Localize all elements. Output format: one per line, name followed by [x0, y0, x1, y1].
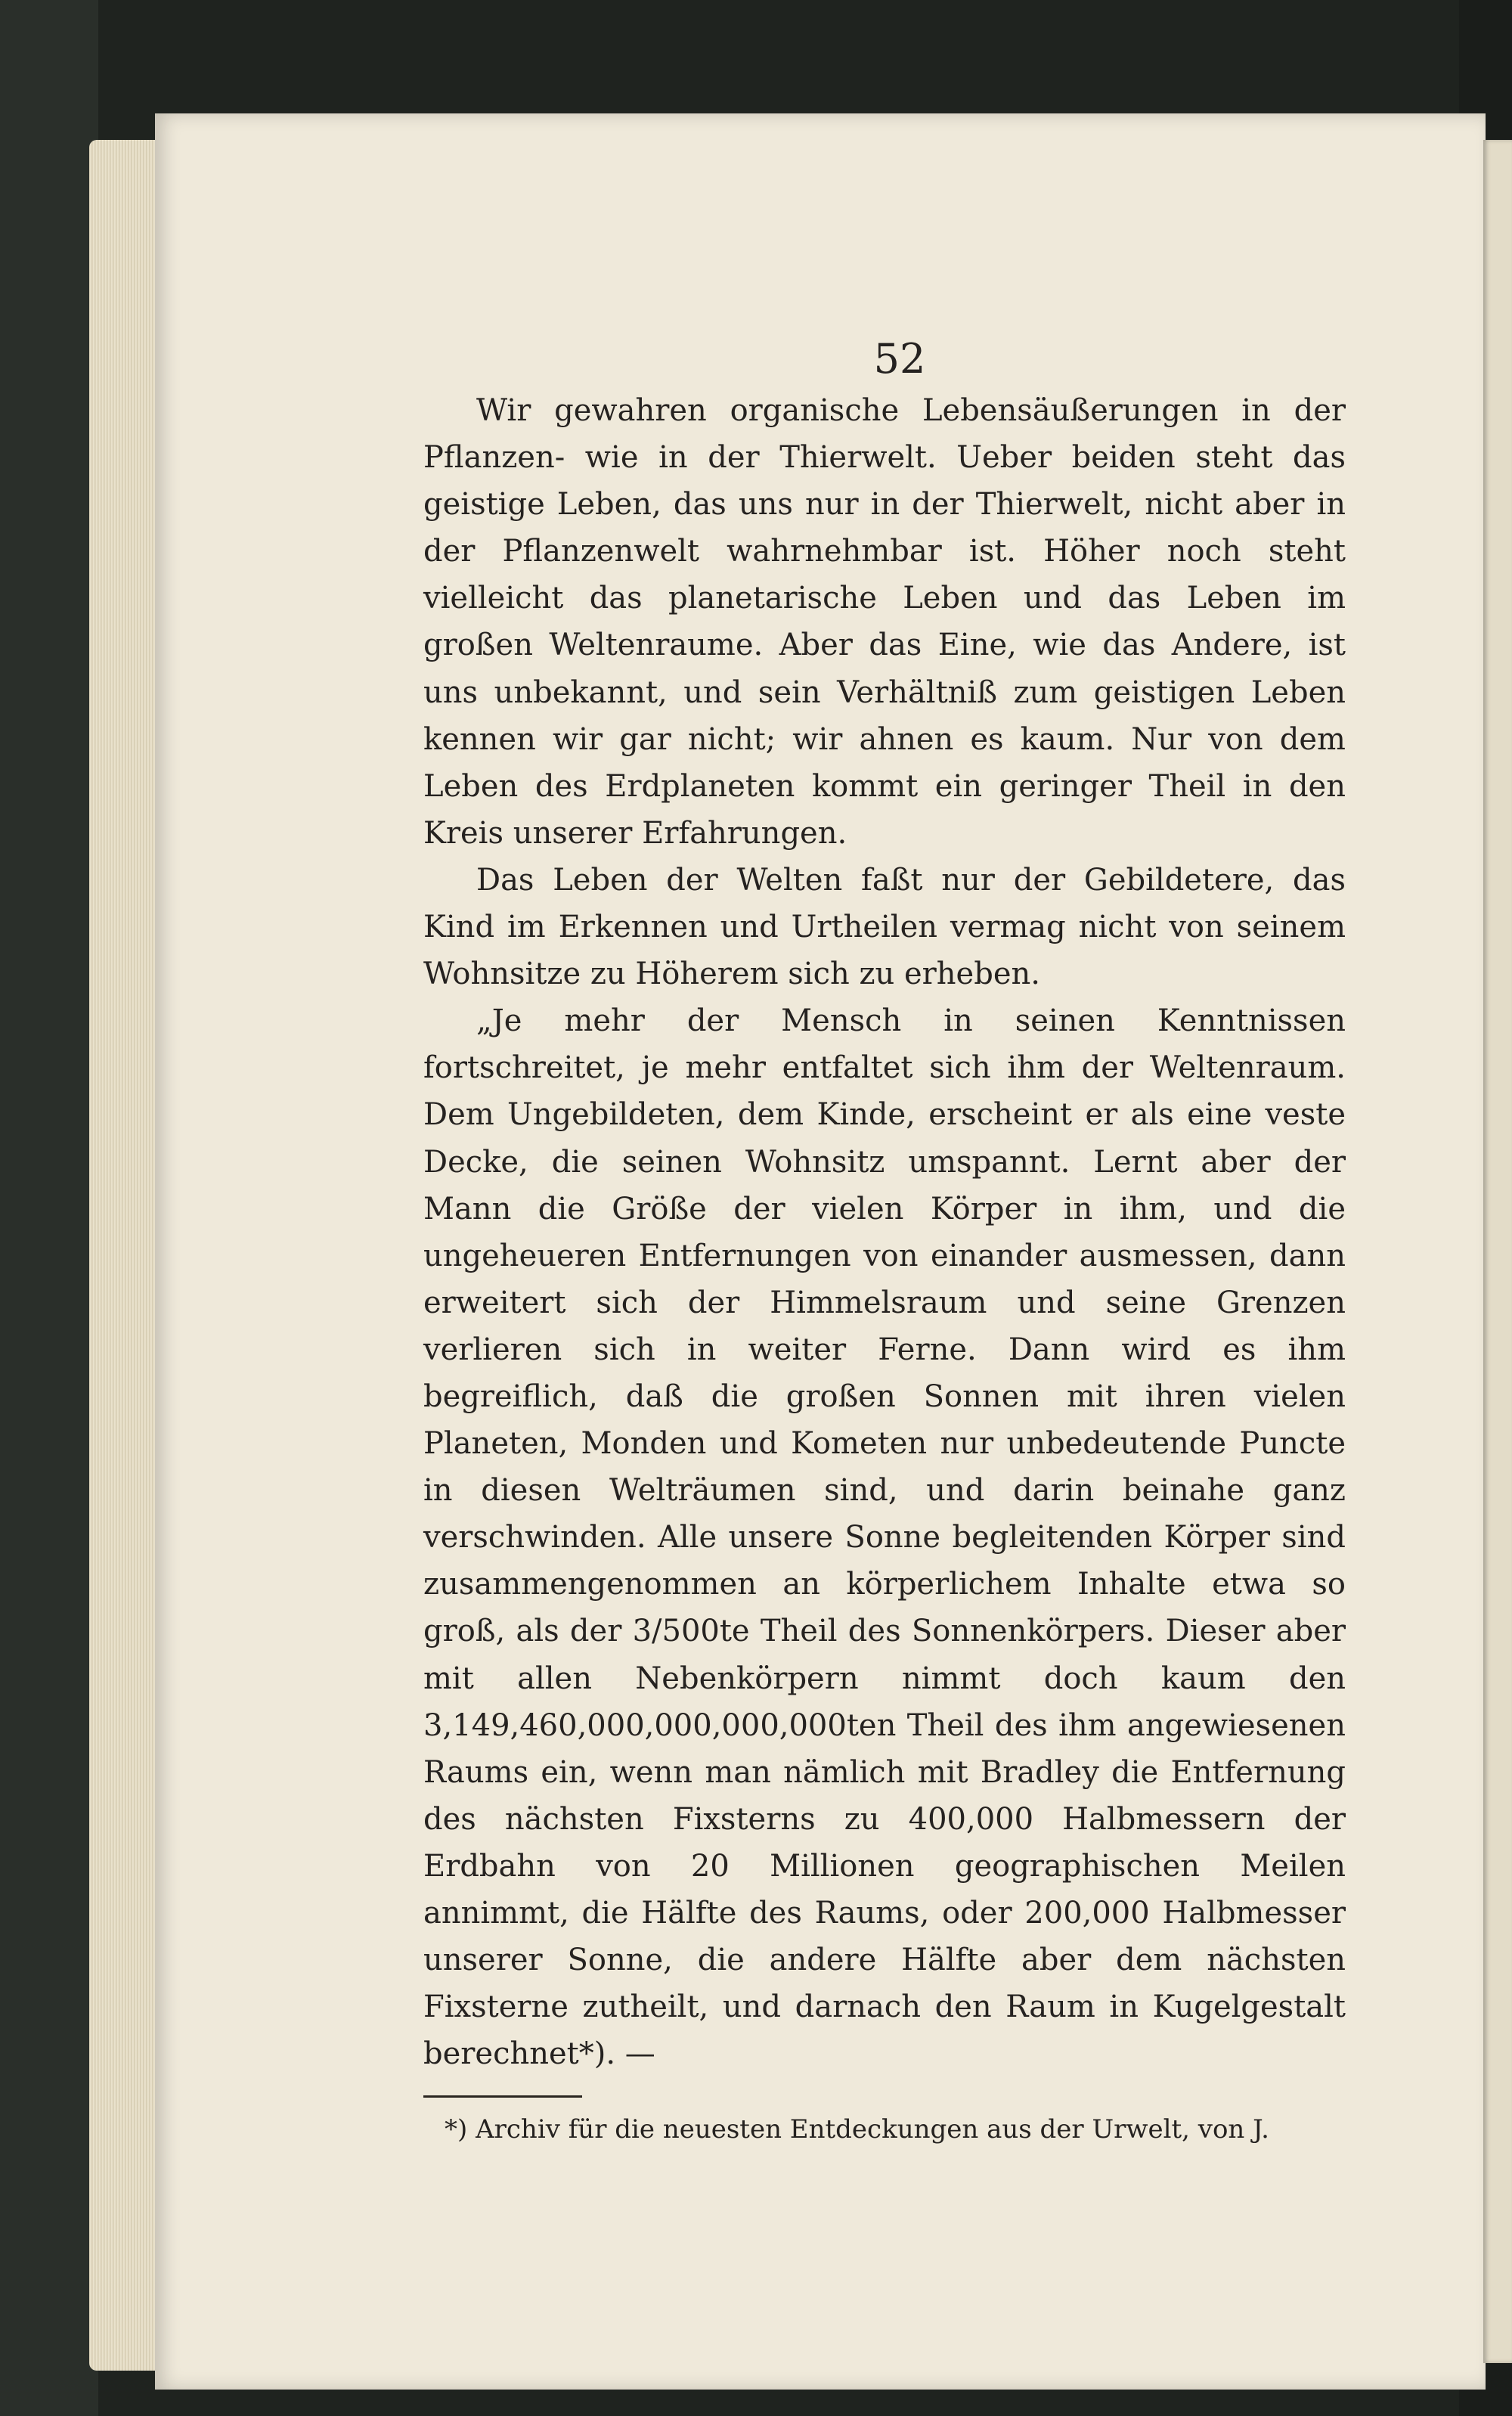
footnote: *) Archiv für die neuesten Entdeckungen aus der Urwelt, von J.	[445, 2114, 1269, 2145]
paragraph-1: Wir gewahren organische Lebensäußerungen in der Pflanzen- wie in der Thierwelt. Ueber beiden steht das geistige Leben, das uns nur in der Thierwelt, nicht aber in der Pflanzenwelt wahrnehmbar ist. Höher noch steht vielleicht das planetarische Leben und das Leben im großen Weltenraume. Aber das Eine, wie das Andere, ist uns unbekannt, und sein Verhältniß zum geistigen Leben kennen wir gar nicht; wir ahnen es kaum. Nur von dem Leben des Erdplaneten kommt ein geringer Theil in den Kreis unserer Erfahrungen.	[423, 393, 1346, 851]
footnote-divider	[423, 2095, 582, 2098]
page-text-block	[423, 333, 1346, 2148]
dark-background-left	[0, 0, 98, 2416]
paragraph-3: „Je mehr der Mensch in seinen Kenntnissen fortschreitet, je mehr entfaltet sich ihm der Weltenraum. Dem Ungebildeten, dem Kinde, erscheint er als eine veste Decke, die seinen Wohnsitz umspannt. Lernt aber der Mann die Größe der vielen Körper in ihm, und die ungeheueren Entfernungen von einander ausmessen, dann erweitert sich der Himmelsraum und seine Grenzen verlieren sich in weiter Ferne. Dann wird es ihm begreiflich, daß die großen Sonnen mit ihren vielen Planeten, Monden und Kometen nur unbedeutende Puncte in diesen Welträumen sind, und darin beinahe ganz verschwinden. Alle unsere Sonne begleitenden Körper sind zusammengenommen an körperlichem Inhalte etwa so groß, als der 3/500te Theil des Sonnenkörpers. Dieser aber mit allen Nebenkörpern nimmt doch kaum den 3,149,460,000,000,000,000ten Theil des ihm angewiesenen Raums ein, wenn man nämlich mit Bradley die Entfernung des nächsten Fixsterns zu 400,000 Halbmessern der Erdbahn von 20 Millionen geographischen Meilen annimmt, die Hälfte des Raums, oder 200,000 Halbmesser unserer Sonne, die andere Hälfte aber dem nächsten Fixsterne zutheilt, und darnach den Raum in Kugelgestalt berechnet*). —	[423, 1003, 1346, 2072]
page-number: 52	[873, 335, 926, 383]
facing-page-edge	[1483, 140, 1512, 2363]
paragraph-2: Das Leben der Welten faßt nur der Gebildetere, das Kind im Erkennen und Urtheilen vermag nicht von seinem Wohnsitze zu Höherem sich zu erheben.	[423, 862, 1346, 992]
